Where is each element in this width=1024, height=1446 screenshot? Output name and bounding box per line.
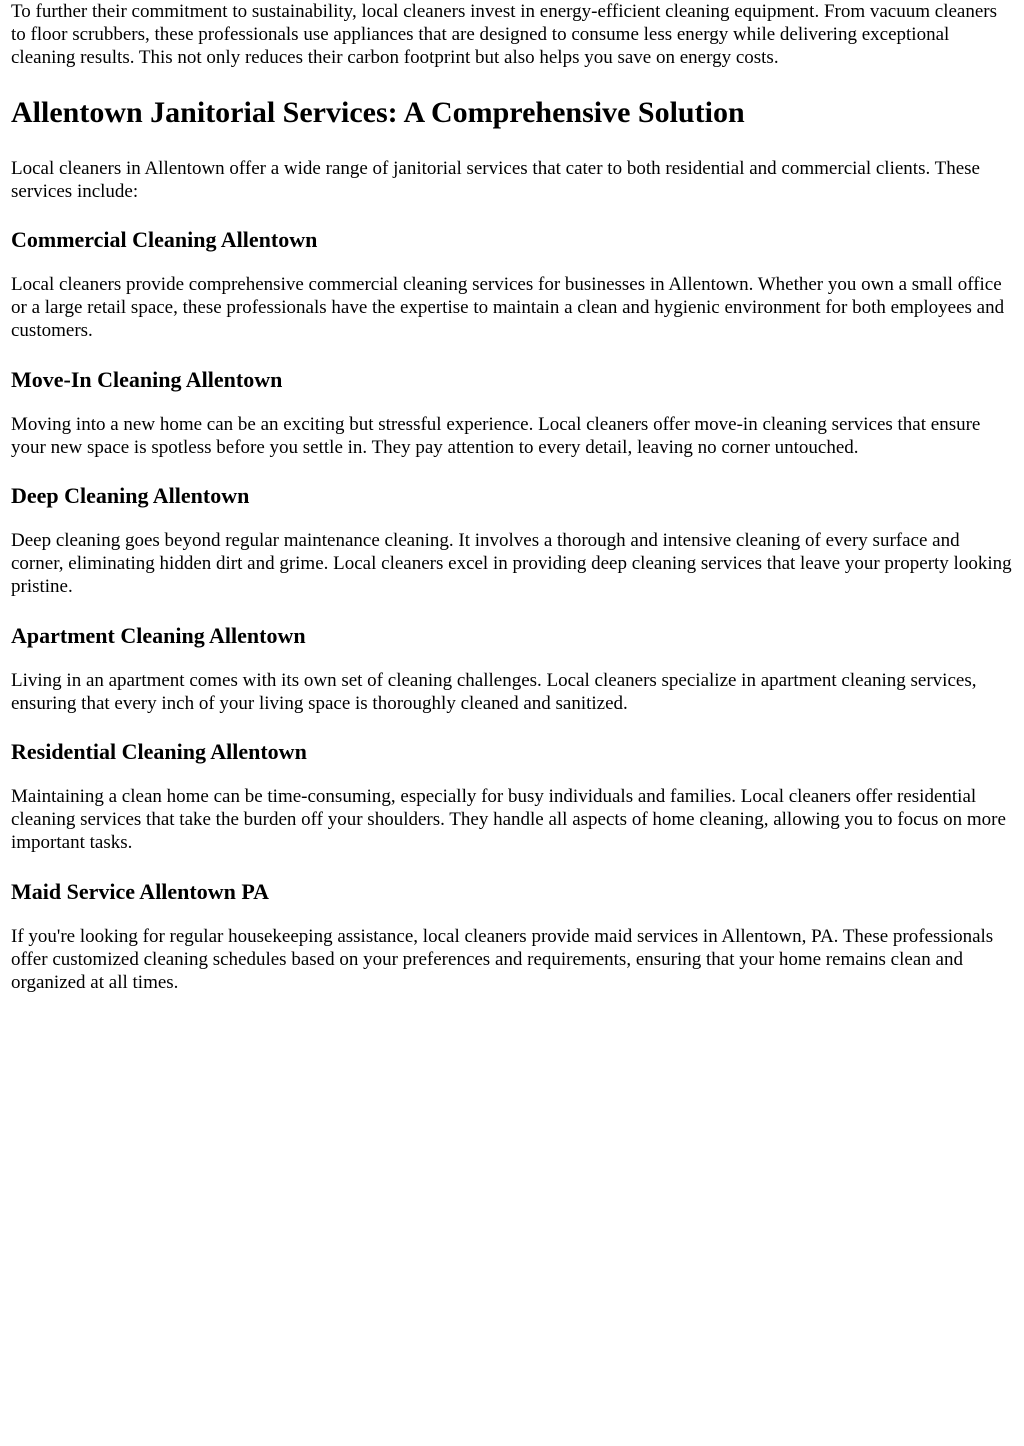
section-heading: Residential Cleaning Allentown <box>11 739 307 765</box>
section-move-in-cleaning <box>11 367 1012 459</box>
section-maid-service <box>11 879 1012 995</box>
section-residential-cleaning <box>11 739 1012 855</box>
section-commercial-cleaning <box>11 227 1012 343</box>
section-deep-cleaning <box>11 483 1012 599</box>
section-text: Maintaining a clean home can be time-consuming, especially for busy individuals and families. Local cleaners offer residential cleaning services that take the burden off your shoulders. They handle all aspects of home cleaning, allowing you to focus on more important tasks. <box>11 786 1006 854</box>
section-text: Local cleaners provide comprehensive commercial cleaning services for businesses in Allentown. Whether you own a small office or a large retail space, these professionals have the expertise to maintain a clean and hygienic environment for both employees and customers. <box>11 274 1005 342</box>
main-heading: Allentown Janitorial Services: A Comprehensive Solution <box>11 95 745 129</box>
section-text: Deep cleaning goes beyond regular maintenance cleaning. It involves a thorough and intensive cleaning of every surface and corner, eliminating hidden dirt and grime. Local cleaners excel in providing deep cleaning services that leave your property looking pristine. <box>11 530 1012 598</box>
section-heading: Deep Cleaning Allentown <box>11 483 250 509</box>
section-heading: Maid Service Allentown PA <box>11 878 270 904</box>
section-text: Living in an apartment comes with its own set of cleaning challenges. Local cleaners specialize in apartment cleaning services, ensuring that every inch of your living space is thoroughly cleaned and sanitized. <box>11 669 977 714</box>
section-heading: Commercial Cleaning Allentown <box>11 227 318 253</box>
section-apartment-cleaning <box>11 623 1012 715</box>
section-heading: Move-In Cleaning Allentown <box>11 366 283 392</box>
section-heading: Apartment Cleaning Allentown <box>11 622 306 648</box>
intro-paragraph: To further their commitment to sustainability, local cleaners invest in energy-efficient cleaning equipment. From vacuum cleaners to floor scrubbers, these professionals use appliances that are designed to consume less energy while delivering exceptional cleaning results. This not only reduces their carbon footprint but also helps you save on energy costs. <box>11 1 998 69</box>
section-text: If you're looking for regular housekeeping assistance, local cleaners provide maid services in Allentown, PA. These professionals offer customized cleaning schedules based on your preferences and requirements, ensuring that your home remains clean and organized at all times. <box>11 925 994 994</box>
section-text: Moving into a new home can be an exciting but stressful experience. Local cleaners offer move-in cleaning services that ensure your new space is spotless before you settle in. They pay attention to every detail, leaving no corner untouched. <box>11 413 981 458</box>
main-description: Local cleaners in Allentown offer a wide range of janitorial services that cater to both residential and commercial clients. These services include: <box>11 157 980 202</box>
